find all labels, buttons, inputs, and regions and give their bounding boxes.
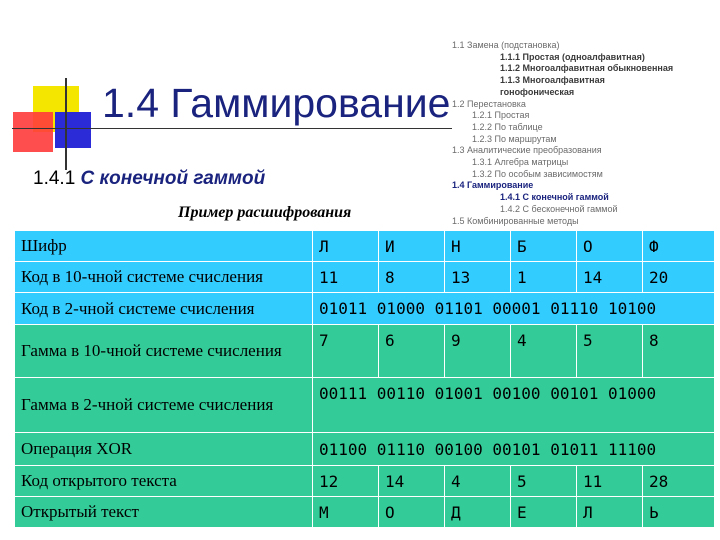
toc-item: гонофоническая (500, 86, 575, 97)
row-label: Код в 2-чной системе счисления (15, 293, 313, 325)
toc-item: 1.1.1 Простая (одноалфавитная) (500, 51, 645, 62)
decor-vertical-line (65, 78, 67, 170)
value-cell: 11 (577, 466, 643, 497)
value-cell: Л (577, 497, 643, 528)
value-cell: 12 (313, 466, 379, 497)
row-label: Открытый текст (15, 497, 313, 528)
example-title: Пример расшифрования (178, 204, 352, 221)
value-cell: 1 (511, 262, 577, 293)
section-subtitle (33, 168, 265, 190)
row-label: Код открытого текста (15, 466, 313, 497)
toc-item: 1.2.1 Простая (472, 110, 530, 121)
toc-item: 1.2.3 По маршрутам (472, 133, 557, 144)
table-row (15, 466, 715, 497)
row-label: Код в 10-чной системе счисления (15, 262, 313, 293)
table-row (15, 231, 715, 262)
value-cell: Е (511, 497, 577, 528)
value-cell: 7 (313, 325, 379, 378)
value-cell: Б (511, 231, 577, 262)
toc-item: 1.5 Комбинированные методы (452, 215, 579, 226)
value-cell: Ф (643, 231, 715, 262)
toc-item: 1.3.2 По особым зависимостям (472, 168, 603, 179)
value-cell: 14 (379, 466, 445, 497)
toc-item: 1.1.2 Многоалфавитная обыкновенная (500, 63, 674, 74)
binary-line: 00111 00110 01001 00100 00101 01000 (313, 378, 715, 433)
value-cell: 9 (445, 325, 511, 378)
value-cell: 4 (511, 325, 577, 378)
table-of-contents (452, 40, 720, 227)
toc-item: 1.1 Замена (подстановка) (452, 40, 560, 50)
section-name: С конечной гаммой (80, 168, 266, 189)
value-cell: 8 (643, 325, 715, 378)
row-label: Гамма в 2-чной системе счисления (15, 378, 313, 433)
value-cell: Н (445, 231, 511, 262)
binary-line: 01011 01000 01101 00001 01110 10100 (313, 293, 715, 325)
table-row (15, 325, 715, 378)
value-cell: 8 (379, 262, 445, 293)
toc-item: 1.2.2 По таблице (472, 121, 543, 132)
decor-blue-square (55, 112, 91, 148)
value-cell: 11 (313, 262, 379, 293)
value-cell: 5 (511, 466, 577, 497)
row-label: Гамма в 10-чной системе счисления (15, 325, 313, 378)
section-number: 1.4.1 (33, 168, 76, 189)
decryption-table (14, 230, 715, 528)
table-row (15, 497, 715, 528)
table-row (15, 293, 715, 325)
value-cell: 4 (445, 466, 511, 497)
value-cell: 13 (445, 262, 511, 293)
toc-item: 1.3 Аналитические преобразования (452, 145, 602, 156)
slide-title: 1.4 Гаммирование (102, 80, 451, 126)
value-cell: Д (445, 497, 511, 528)
binary-line: 01100 01110 00100 00101 01011 11100 (313, 433, 715, 466)
toc-item: 1.3.1 Алгебра матрицы (472, 157, 569, 168)
table-row (15, 378, 715, 433)
table-row (15, 433, 715, 466)
toc-item: 1.4.1 С конечной гаммой (500, 192, 609, 203)
value-cell: 14 (577, 262, 643, 293)
value-cell: Л (313, 231, 379, 262)
decor-red-square (13, 112, 53, 152)
toc-item: 1.4.2 С бесконечной гаммой (500, 203, 618, 214)
value-cell: И (379, 231, 445, 262)
row-label: Операция XOR (15, 433, 313, 466)
table-row (15, 262, 715, 293)
value-cell: О (379, 497, 445, 528)
toc-item: 1.4 Гаммирование (452, 180, 534, 191)
value-cell: М (313, 497, 379, 528)
decor-horizontal-line (12, 128, 452, 129)
row-label: Шифр (15, 231, 313, 262)
value-cell: О (577, 231, 643, 262)
value-cell: 5 (577, 325, 643, 378)
value-cell: Ь (643, 497, 715, 528)
value-cell: 28 (643, 466, 715, 497)
toc-item: 1.2 Перестановка (452, 98, 526, 109)
value-cell: 20 (643, 262, 715, 293)
toc-item: 1.1.3 Многоалфавитная (500, 75, 605, 86)
value-cell: 6 (379, 325, 445, 378)
